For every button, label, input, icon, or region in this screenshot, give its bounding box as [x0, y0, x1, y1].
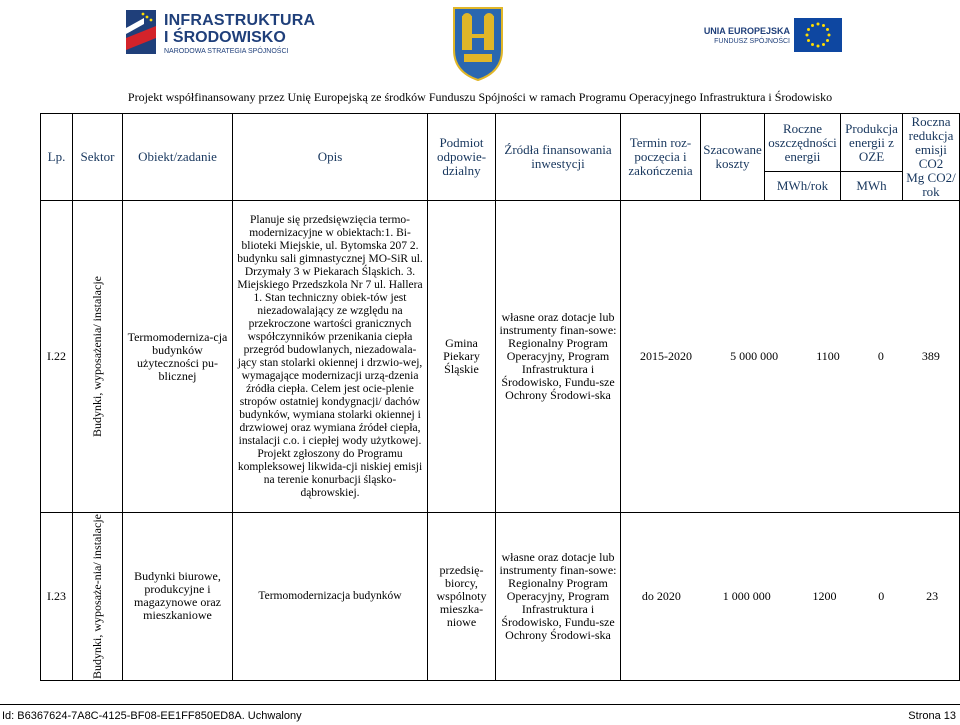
row-termin: do 2020	[641, 588, 681, 603]
row-oze: 0	[878, 588, 885, 603]
page-number: Strona 13	[908, 710, 956, 722]
table-row	[41, 201, 960, 513]
row-lp: I.22	[41, 201, 73, 513]
logo-unia-europejska	[703, 18, 842, 58]
row-redukcja: 389	[921, 349, 940, 363]
row-sektor-text: Budynki, wyposaże-nia/ instalacje	[90, 514, 104, 679]
header-redukcja-unit: Mg CO2/ rok	[906, 170, 956, 199]
row-lp: I.23	[41, 513, 73, 681]
header-zrodla: Źródła finansowania inwestycji	[496, 114, 621, 201]
row-zrodla: własne oraz dotacje lub instrumenty finan-sowe: Regionalny Program Operacyjny, Program Infrastruktura i Środowisko, Fundu-sze Ochrony Środowi-ska	[496, 513, 621, 681]
row-koszty: 1 000 000	[722, 588, 771, 603]
eu-logo-subtitle: FUNDUSZ SPÓJNOŚCI	[714, 38, 790, 45]
table-header-row	[41, 114, 960, 172]
row-opis: Planuje się przedsięwzięcia termo-modernizacyjne w obiektach:1. Bi-blioteki Miejskie, ul. Bytomska 207 2. budynku sali gimnastycznej MO-SiR ul. Drzymały 3 w Piekarach Śląskich. 3. Miejskiego Przedszkola Nr 7 ul. Hallera 1. Stan techniczny obiek-tów jest niezadowalający ze względu na przekroczone wartości granicznych współczynników przenikania ciepła przegród budowlanych, niezadowala-jący stan stolarki okiennej i drzwio-wej, wymagające modernizacji urzą-dzenia źródła ciepła. Celem jest ocie-plenie stropów ostatniej kondygnacji/ dachów budynków, wymiana stolarki okiennej i drzwiowej oraz wymiana źródeł ciepła, instalacji c.o. i ciepłej wody użytkowej. Projekt zgłoszony do Programu kompleksowej likwida-cji niskiej emisji na terenie konurbacji śląsko-dąbrowskiej.	[233, 201, 428, 513]
project-cofinancing-line: Projekt współfinansowany przez Unię Europejską ze środków Funduszu Spójności w ramach Programu Operacyjnego Infrastruktura i Środowisko	[127, 90, 833, 104]
header-obiekt: Obiekt/zadanie	[123, 114, 233, 201]
row-values-group	[621, 350, 959, 363]
footer-divider	[0, 704, 960, 705]
investment-table	[40, 113, 960, 681]
header-termin: Termin roz-poczęcia i zakończenia	[621, 114, 701, 201]
flag-logo-icon	[122, 8, 160, 56]
row-zrodla: własne oraz dotacje lub instrumenty finan-sowe: Regionalny Program Operacyjny, Program Infrastruktura i Środowisko, Fundu-sze Ochrony Środowi-ska	[496, 201, 621, 513]
unit-oszczednosci: MWh/rok	[765, 172, 841, 201]
eu-logo-title: UNIA EUROPEJSKA	[703, 26, 790, 36]
logo-infrastruktura-srodowisko	[122, 6, 316, 58]
row-obiekt: Budynki biurowe, produkcyjne i magazynowe oraz mieszkaniowe	[123, 513, 233, 681]
row-termin: 2015-2020	[640, 349, 693, 363]
row-obiekt: Termomoderniza-cja budynków użyteczności pu-blicznej	[123, 201, 233, 513]
logo-title-line-1: INFRASTRUKTURA	[164, 12, 316, 29]
row-oze: 0	[877, 349, 884, 363]
header-podmiot: Podmiot odpowie-dzialny	[428, 114, 496, 201]
row-podmiot: Gmina Piekary Śląskie	[428, 201, 496, 513]
row-oszczednosci: 1200	[812, 588, 837, 603]
row-opis: Termomodernizacja budynków	[233, 513, 428, 681]
row-values	[621, 201, 960, 513]
header-oszczednosci: Roczne oszczędności energii	[765, 114, 841, 172]
row-podmiot: przedsię-biorcy, wspólnoty mieszka-niowe	[428, 513, 496, 681]
row-koszty: 5 000 000	[730, 349, 779, 363]
header-koszty: Szacowane koszty	[701, 114, 765, 201]
header-redukcja-label: Roczna redukcja emisji CO2	[908, 114, 954, 171]
logo-title-line-2: I ŚRODOWISKO	[164, 29, 286, 46]
header-redukcja	[903, 114, 960, 201]
row-sektor	[73, 201, 123, 513]
coat-of-arms-icon	[450, 4, 506, 82]
document-id: Id: B6367624-7A8C-4125-BF08-EE1FF850ED8A. Uchwalony	[2, 710, 302, 722]
row-sektor-text: Budynki, wyposażenia/ instalacje	[90, 276, 104, 437]
eu-flag-icon	[794, 18, 842, 52]
header-lp: Lp.	[41, 114, 73, 201]
row-values	[621, 513, 960, 681]
unit-oze: MWh	[841, 172, 903, 201]
header-sektor: Sektor	[73, 114, 123, 201]
row-oszczednosci: 1100	[816, 349, 840, 363]
row-sektor	[73, 513, 123, 681]
header-opis: Opis	[233, 114, 428, 201]
logo-subtitle: NARODOWA STRATEGIA SPÓJNOŚCI	[164, 48, 289, 55]
header-oze: Produkcja energii z OZE	[841, 114, 903, 172]
row-redukcja: 23	[926, 588, 939, 603]
row-values-group	[621, 590, 959, 603]
table-row	[41, 513, 960, 681]
